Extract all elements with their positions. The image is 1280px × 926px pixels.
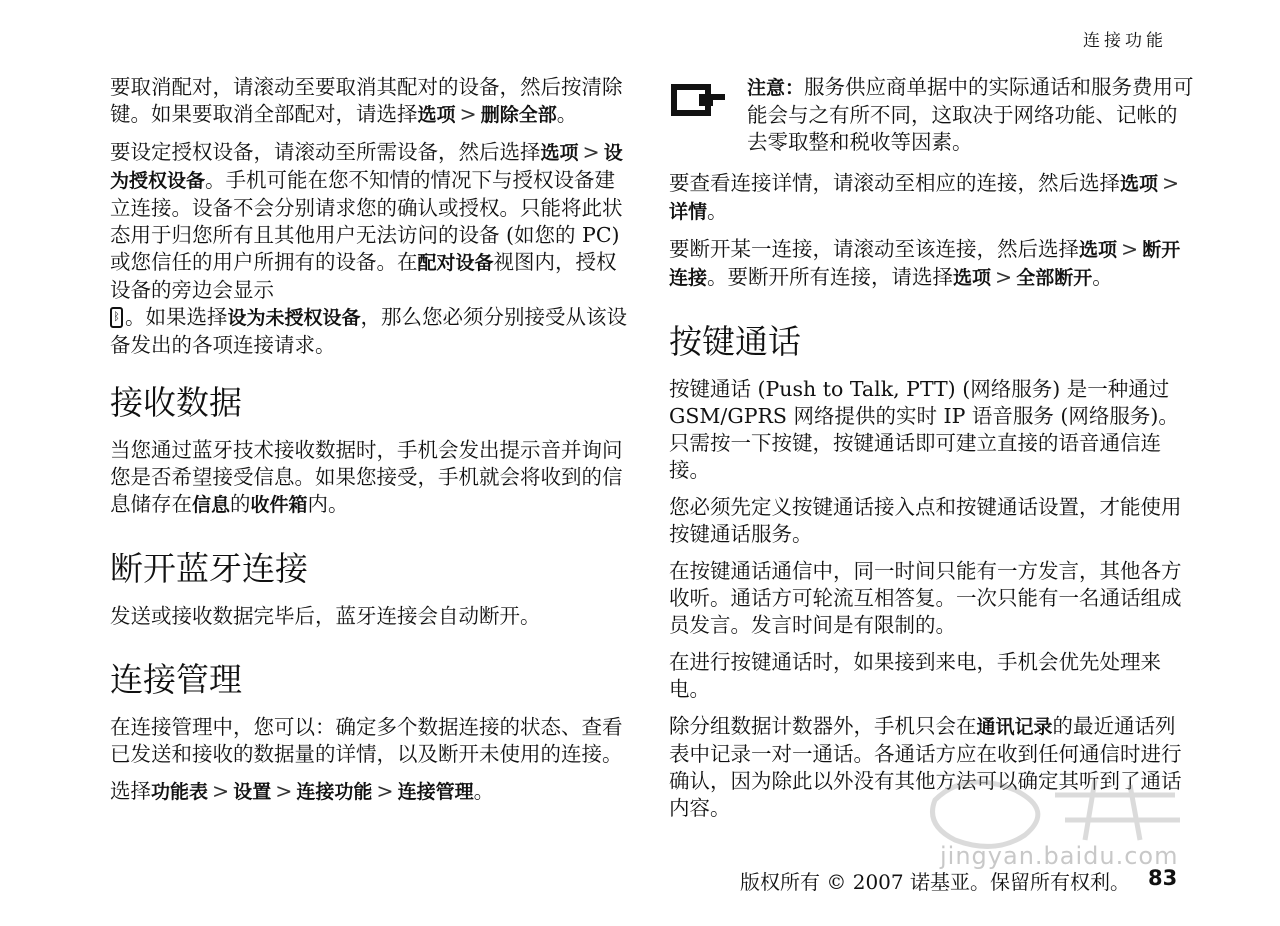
paragraph-authorize: 要设定授权设备，请滚动至所需设备，然后选择选项 > 设为授权设备。手机可能在您不知情的情况下与授权设备建立连接。设备不会分别请求您的确认或授权。只能将此状态用于归您所有且其他用户无法访问的设备 (如您的 PC) 或您信任的用户所拥有的设备。在配对设备视图内，授权设备的旁边会显示 ᛒ。如果选择设为未授权设备，那么您必须分别接受从该设备发出的各项连接请求。 — [110, 139, 635, 359]
menu-conn-manager: 连接管理 — [397, 781, 474, 803]
running-header: 连接功能 — [1083, 31, 1167, 51]
menu-options: 选项 — [1120, 173, 1159, 195]
menu-options: 选项 — [953, 267, 992, 289]
paragraph-disconnect: 发送或接收数据完毕后，蓝牙连接会自动断开。 — [110, 604, 541, 628]
menu-log: 通讯记录 — [976, 716, 1053, 738]
heading-receive-data: 接收数据 — [110, 383, 242, 422]
paragraph-manager-path: 选择功能表 > 设置 > 连接功能 > 连接管理。 — [110, 779, 495, 803]
paragraph-ptt-incoming: 在进行按键通话时，如果接到来电，手机会优先处理来电。 — [669, 650, 1161, 701]
note-hand-icon — [669, 80, 729, 120]
paragraph-manager: 在连接管理中，您可以：确定多个数据连接的状态、查看已发送和接收的数据量的详情，以及断开未使用的连接。 — [110, 715, 623, 766]
menu-options: 选项 — [540, 142, 579, 164]
menu-inbox: 收件箱 — [250, 494, 308, 516]
page-number: 83 — [1148, 866, 1178, 890]
note-box — [669, 74, 1194, 156]
note-label: 注意： — [747, 77, 805, 99]
heading-push-to-talk: 按键通话 — [669, 322, 801, 361]
paragraph-unpair: 要取消配对，请滚动至要取消其配对的设备，然后按清除键。如果要取消全部配对，请选择选项 > 删除全部。 — [110, 75, 623, 126]
menu-disconnect-all: 全部断开 — [1016, 267, 1093, 289]
menu-menu: 功能表 — [151, 781, 209, 803]
menu-connectivity: 连接功能 — [296, 781, 373, 803]
menu-options: 选项 — [1079, 239, 1118, 261]
menu-options: 选项 — [417, 104, 456, 126]
left-column — [110, 74, 635, 816]
paragraph-details: 要查看连接详情，请滚动至相应的连接，然后选择选项 >详情。 — [669, 171, 1180, 223]
paragraph-ptt-setup: 您必须先定义按键通话接入点和按键通话设置，才能使用按键通话服务。 — [669, 495, 1182, 546]
paragraph-ptt-log: 除分组数据计数器外，手机只会在通讯记录的最近通话列表中记录一对一通话。各通话方应在收到任何通信时进行确认，因为除此以外没有其他方法可以确定其听到了通话内容。 — [669, 714, 1182, 820]
watermark-text: jingyan.baidu.com — [940, 842, 1179, 870]
heading-disconnect-bluetooth: 断开蓝牙连接 — [110, 549, 308, 588]
authorized-device-icon — [110, 307, 123, 328]
menu-messages: 信息 — [192, 494, 231, 516]
menu-disconnect: 断开连接 — [669, 239, 1181, 289]
menu-set-authorized: 设为授权设备 — [110, 142, 623, 192]
right-column — [669, 74, 1194, 832]
paragraph-disconnect-connection: 要断开某一连接，请滚动至该连接，然后选择选项 > 断开连接。要断开所有连接，请选择选项 > 全部断开。 — [669, 237, 1181, 289]
paragraph-receive: 当您通过蓝牙技术接收数据时，手机会发出提示音并询问您是否希望接受信息。如果您接受，手机就会将收到的信息储存在信息的收件箱内。 — [110, 438, 623, 516]
menu-details: 详情 — [669, 201, 708, 223]
footer-copyright: 版权所有 © 2007 诺基亚。保留所有权利。 — [740, 870, 1130, 894]
menu-set-unauthorized: 设为未授权设备 — [227, 307, 361, 329]
heading-connection-manager: 连接管理 — [110, 660, 242, 699]
menu-paired-devices: 配对设备 — [417, 252, 494, 274]
menu-delete-all: 删除全部 — [480, 104, 557, 126]
menu-settings: 设置 — [233, 781, 272, 803]
paragraph-ptt-turns: 在按键通话通信中，同一时间只能有一方发言，其他各方收听。通话方可轮流互相答复。一次只能有一名通话组成员发言。发言时间是有限制的。 — [669, 559, 1182, 637]
note-text: 注意：服务供应商单据中的实际通话和服务费用可能会与之有所不同，这取决于网络功能、记帐的去零取整和税收等因素。 — [747, 75, 1194, 154]
paragraph-ptt-intro: 按键通话 (Push to Talk, PTT) (网络服务) 是一种通过 GSM/GPRS 网络提供的实时 IP 语音服务 (网络服务)。只需按一下按键，按键通话即可建立直接的语音通信连接。 — [669, 377, 1179, 482]
